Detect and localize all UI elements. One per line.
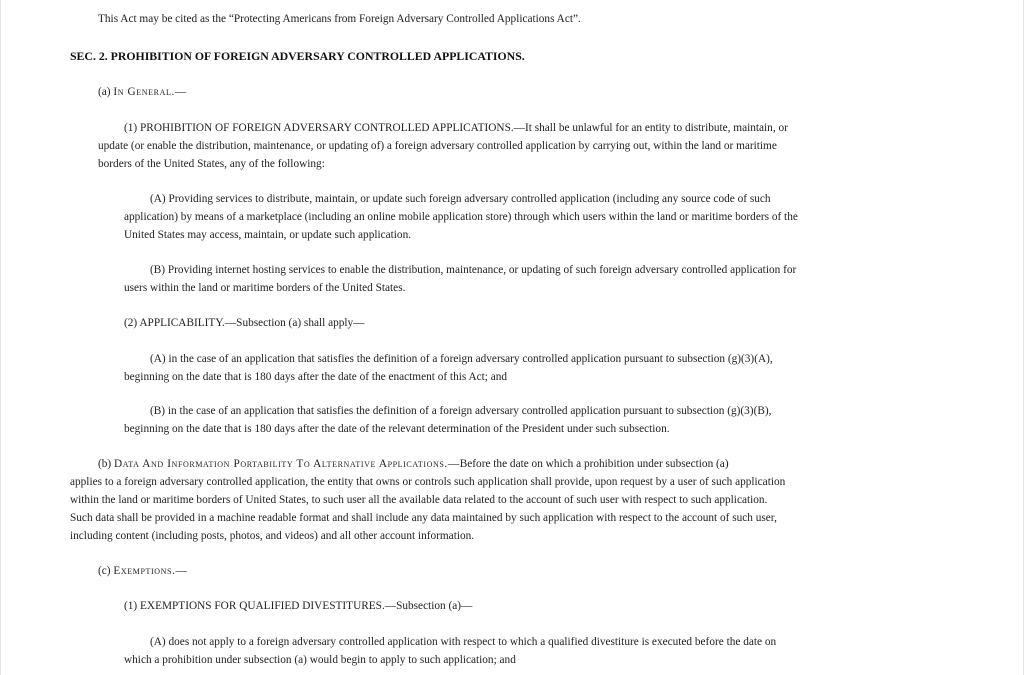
clause-a1A-line-1: (A) Providing services to distribute, maintain, or update such foreign adversary controlled application (including any source code of such	[150, 193, 771, 205]
subsection-b-line-1	[98, 456, 729, 474]
clause-a2B-line-2: beginning on the date that is 180 days after the date of the relevant determination of the President under such subsection.	[124, 423, 670, 435]
paragraph-a1-line-2: update (or enable the distribution, maintenance, or updating of) a foreign adversary controlled application by carrying out, within the land or maritime	[98, 140, 777, 152]
paragraph-a2-line	[124, 315, 364, 333]
subsection-b-title: Data And Information Portability To Alternative Applications.—	[114, 458, 460, 470]
subsection-a-heading	[98, 84, 187, 102]
clause-a1B-line-1: (B) Providing internet hosting services to enable the distribution, maintenance, or updating of such foreign adversary controlled application for	[150, 264, 797, 276]
clause-c1A-line-2: which a prohibition under subsection (a) would begin to apply to such application; and	[124, 654, 516, 666]
paragraph-a1-text-1: It shall be unlawful for an entity to distribute, maintain, or	[524, 122, 788, 134]
clause-a2B-line-1: (B) in the case of an application that satisfies the definition of a foreign adversary controlled application pursuant to subsection (g)(3)(B),	[150, 405, 772, 417]
subsection-a-enum: (a)	[98, 86, 111, 98]
subsection-b-text-1: Before the date on which a prohibition under subsection (a)	[459, 458, 729, 470]
paragraph-a1-line-3: borders of the United States, any of the following:	[98, 158, 325, 170]
paragraph-c1-line	[124, 598, 472, 616]
clause-a1A-line-3: United States may access, maintain, or update such application.	[124, 229, 412, 241]
subsection-b-line-4: Such data shall be provided in a machine readable format and shall include any data maintained by such application with respect to the account of such user,	[70, 512, 777, 524]
paragraph-a1-enum: (1)	[124, 122, 138, 134]
short-title-line	[98, 11, 581, 29]
subsection-b-line-3: within the land or maritime borders of United States, to such user all the available data related to the account of such user with respect to such application.	[70, 494, 768, 506]
section-2-heading: SEC. 2. PROHIBITION OF FOREIGN ADVERSARY CONTROLLED APPLICATIONS.	[70, 49, 525, 63]
subsection-c-title: Exemptions.—	[113, 565, 188, 577]
clause-a1B-line-2: users within the land or maritime borders of the United States.	[124, 282, 406, 294]
clause-a2A-line-1: (A) in the case of an application that satisfies the definition of a foreign adversary controlled application pursuant to subsection (g)(3)(A),	[150, 353, 773, 365]
clause-c1A-line-1: (A) does not apply to a foreign adversary controlled application with respect to which a qualified divestiture is executed before the date on	[150, 636, 777, 648]
clause-a2A-line-2: beginning on the date that is 180 days after the date of the enactment of this Act; and	[124, 371, 508, 383]
subsection-a-title: In General.—	[113, 86, 187, 98]
subsection-b-line-2: applies to a foreign adversary controlled application, the entity that owns or controls such application shall provide, upon request by a user of such application	[70, 476, 786, 488]
subsection-c-enum: (c)	[98, 565, 111, 577]
paragraph-a1-heading: PROHIBITION OF FOREIGN ADVERSARY CONTROLLED APPLICATIONS.—	[140, 122, 525, 134]
paragraph-c1-heading: EXEMPTIONS FOR QUALIFIED DIVESTITURES.—	[140, 600, 397, 612]
subsection-b-line-5: including content (including posts, photos, and videos) and all other account information.	[70, 530, 475, 542]
short-title-text: This Act may be cited as the “Protecting Americans from Foreign Adversary Controlled Applications Act”.	[98, 13, 581, 25]
paragraph-c1-text: Subsection (a)—	[396, 600, 473, 612]
paragraph-a2-enum: (2)	[124, 317, 138, 329]
subsection-c-heading	[98, 563, 187, 581]
paragraph-c1-enum: (1)	[124, 600, 138, 612]
paragraph-a2-text: Subsection (a) shall apply—	[236, 317, 365, 329]
paragraph-a2-heading: APPLICABILITY.—	[139, 317, 237, 329]
clause-a1A-line-2: application) by means of a marketplace (including an online mobile application store) through which users within the land or maritime borders of the	[124, 211, 798, 223]
paragraph-a1-line-1	[124, 120, 788, 138]
subsection-b-enum: (b)	[98, 458, 112, 470]
